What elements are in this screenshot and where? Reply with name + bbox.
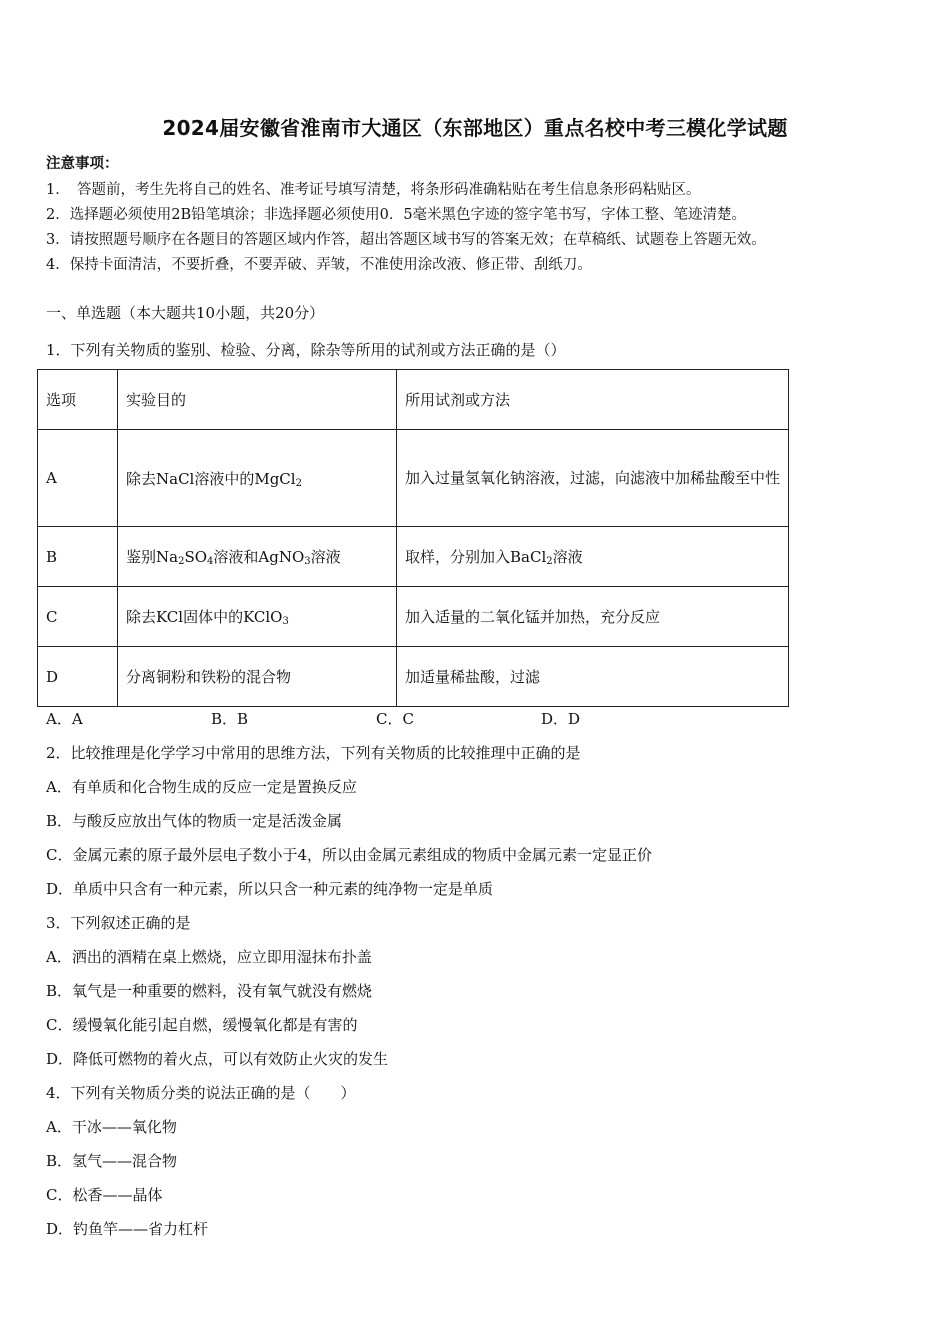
question-2-stem: 2．比较推理是化学学习中常用的思维方法，下列有关物质的比较推理中正确的是: [46, 744, 581, 762]
q4-option-c: C．松香——晶体: [46, 1186, 163, 1204]
row-method: 加入适量的二氧化锰并加热，充分反应: [397, 587, 789, 647]
question-4-stem: 4．下列有关物质分类的说法正确的是（ ）: [46, 1084, 356, 1102]
q1-option-c: C．C: [376, 710, 414, 728]
row-goal: [118, 587, 397, 647]
notice-item-3: 3．请按照题号顺序在各题目的答题区域内作答，超出答题区域书写的答案无效；在草稿纸、试题卷上答题无效。: [46, 232, 766, 248]
row-option: D: [38, 647, 118, 707]
subscript: 3: [304, 556, 311, 567]
q4-option-d: D．钓鱼竿——省力杠杆: [46, 1220, 209, 1238]
page-title: 2024届安徽省淮南市大通区（东部地区）重点名校中考三模化学试题: [162, 116, 788, 140]
section-heading: 一、单选题（本大题共10小题，共20分）: [46, 304, 325, 322]
q3-option-b: B．氧气是一种重要的燃料，没有氧气就没有燃烧: [46, 982, 373, 1000]
row-method: 加入过量氢氧化钠溶液，过滤，向滤液中加稀盐酸至中性: [397, 430, 789, 527]
q4-option-a: A．干冰——氧化物: [46, 1118, 177, 1136]
experiment-table: [37, 369, 789, 707]
row-option: C: [38, 587, 118, 647]
goal-text: SO: [184, 548, 208, 566]
q1-option-a: A．A: [46, 710, 83, 728]
subscript: 2: [546, 556, 553, 567]
subscript: 2: [295, 477, 302, 489]
table-row: [38, 430, 789, 527]
notice-item-4: 4．保持卡面清洁，不要折叠，不要弄破、弄皱，不准使用涂改液、修正带、刮纸刀。: [46, 257, 592, 273]
q1-option-d: D．D: [541, 710, 581, 728]
subscript: 4: [207, 556, 214, 567]
q2-option-d: D．单质中只含有一种元素，所以只含一种元素的纯净物一定是单质: [46, 880, 494, 898]
goal-text: 除去KCl固体中的KClO: [126, 608, 283, 626]
header-goal: 实验目的: [118, 370, 397, 430]
row-option: A: [38, 430, 118, 527]
notice-item-2: 2．选择题必须使用2B铅笔填涂；非选择题必须使用0．5毫米黑色字迹的签字笔书写，字体工整、笔迹清楚。: [46, 207, 747, 223]
notice-heading: 注意事项：: [46, 155, 119, 172]
subscript: 2: [178, 556, 185, 567]
q4-option-b: B．氢气——混合物: [46, 1152, 178, 1170]
row-option: B: [38, 527, 118, 587]
goal-text: 溶液和AgNO: [213, 548, 305, 566]
table-header-row: [38, 370, 789, 430]
row-goal: [118, 430, 397, 527]
q1-option-b: B．B: [211, 710, 249, 728]
header-method: 所用试剂或方法: [397, 370, 789, 430]
question-1-stem: 1．下列有关物质的鉴别、检验、分离，除杂等所用的试剂或方法正确的是（）: [46, 341, 566, 359]
row-method: [397, 527, 789, 587]
q2-option-c: C．金属元素的原子最外层电子数小于4，所以由金属元素组成的物质中金属元素一定显正价: [46, 846, 653, 864]
table-row: [38, 647, 789, 707]
table-row: [38, 587, 789, 647]
method-text: 溶液: [552, 548, 583, 566]
q2-option-b: B．与酸反应放出气体的物质一定是活泼金属: [46, 812, 343, 830]
q3-option-c: C．缓慢氧化能引起自燃，缓慢氧化都是有害的: [46, 1016, 358, 1034]
q3-option-d: D．降低可燃物的着火点，可以有效防止火灾的发生: [46, 1050, 389, 1068]
q2-option-a: A．有单质和化合物生成的反应一定是置换反应: [46, 778, 357, 796]
goal-text: 溶液: [310, 548, 341, 566]
goal-text: 鉴别Na: [126, 548, 179, 566]
q3-option-a: A．洒出的酒精在桌上燃烧，应立即用湿抹布扑盖: [46, 948, 372, 966]
question-3-stem: 3．下列叙述正确的是: [46, 914, 191, 932]
row-goal: 分离铜粉和铁粉的混合物: [118, 647, 397, 707]
table-row: [38, 527, 789, 587]
header-option: 选项: [38, 370, 118, 430]
row-method: 加适量稀盐酸，过滤: [397, 647, 789, 707]
subscript: 3: [282, 616, 289, 627]
notice-item-1: 1． 答题前，考生先将自己的姓名、准考证号填写清楚，将条形码准确粘贴在考生信息条形码粘贴区。: [46, 182, 701, 198]
goal-text: 除去NaCl溶液中的MgCl: [126, 469, 296, 488]
row-goal: [118, 527, 397, 587]
method-text: 取样，分别加入BaCl: [405, 548, 547, 566]
